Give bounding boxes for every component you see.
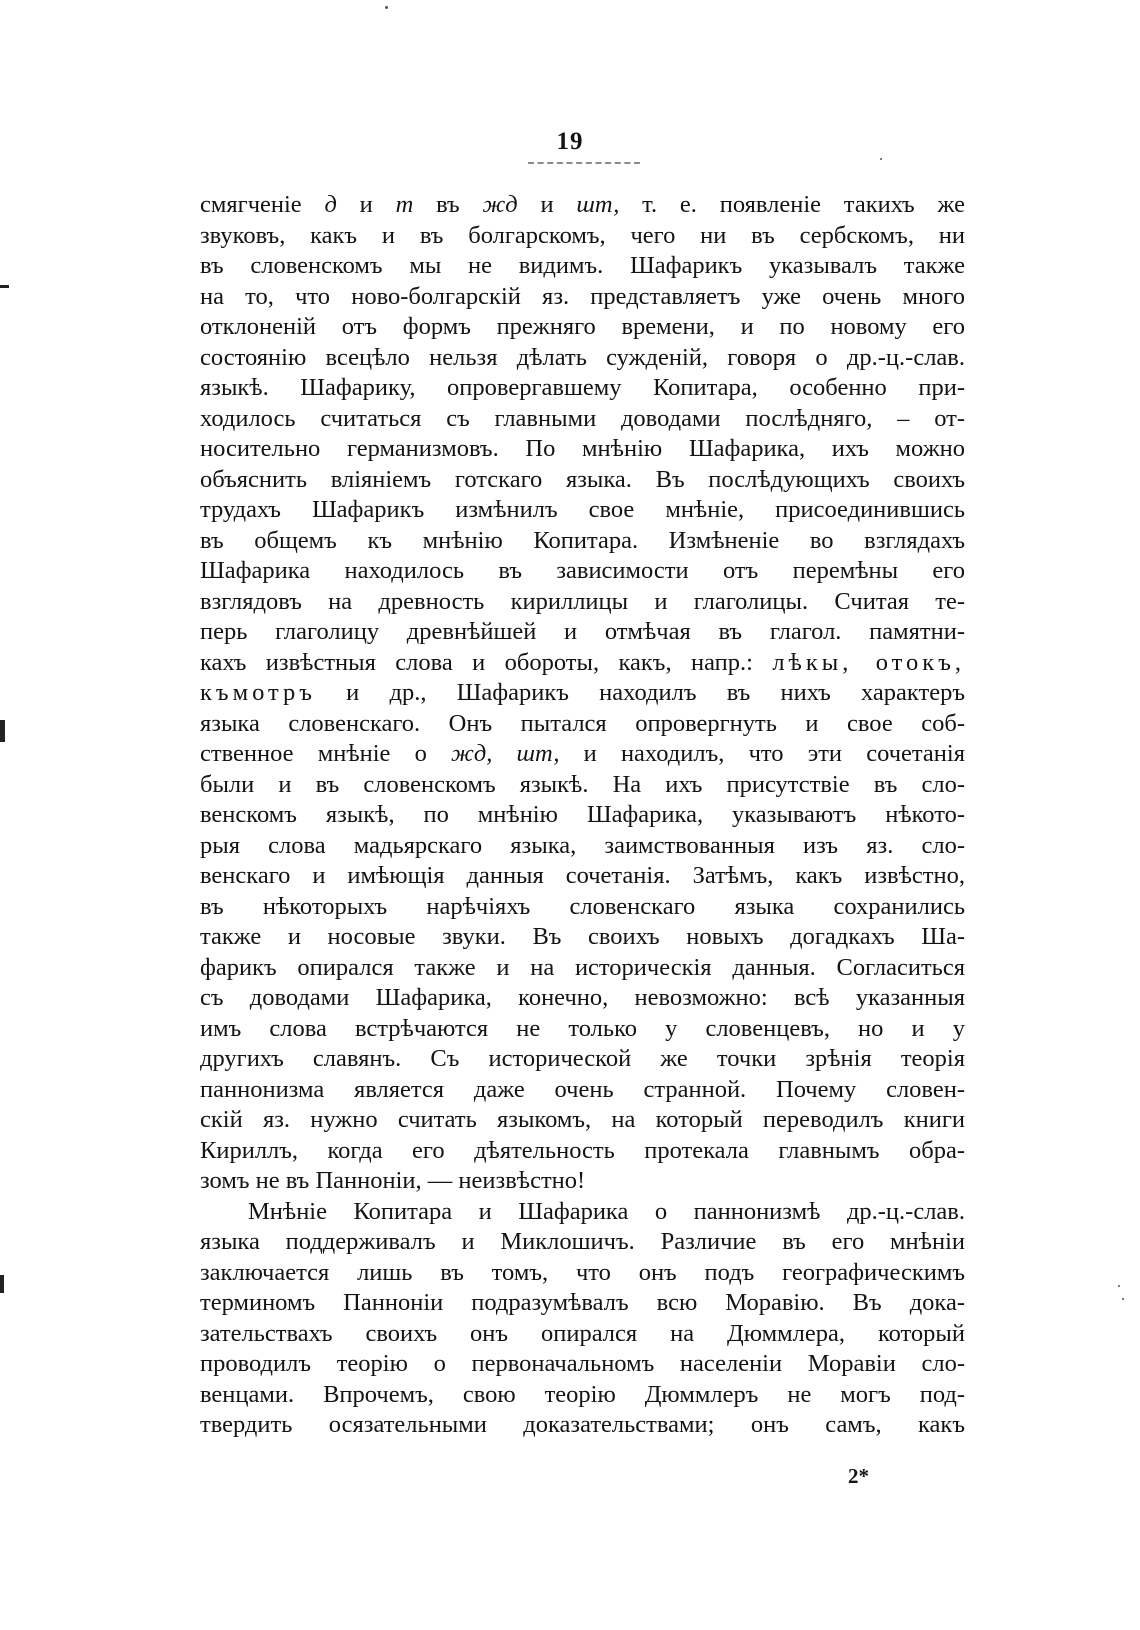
text-run: объяснить вліяніемъ готскаго языка. Въ послѣдующихъ своихъ bbox=[200, 465, 965, 493]
text-line bbox=[200, 1075, 965, 1106]
text-run: перь глаголицу древнѣйшей и отмѣчая въ глагол. памятни- bbox=[200, 618, 965, 645]
text-run: также и носовые звуки. Въ своихъ новыхъ догадкахъ Ша- bbox=[200, 923, 965, 950]
text-line bbox=[200, 343, 965, 374]
text-line bbox=[200, 434, 965, 465]
text-run: проводилъ теорію о первоначальномъ населеніи Моравіи сло- bbox=[200, 1350, 965, 1377]
text-line bbox=[200, 770, 965, 801]
margin-mark bbox=[0, 720, 5, 742]
spaced-term: лѣкы, отокъ, bbox=[772, 648, 965, 676]
text-line bbox=[200, 1288, 965, 1319]
text-line bbox=[200, 678, 965, 709]
text-run: венскаго и имѣющія данныя сочетанія. Затѣмъ, какъ извѣстно, bbox=[200, 862, 965, 889]
text-line bbox=[200, 465, 965, 496]
text-run: въ общемъ къ мнѣнію Копитара. Измѣненіе во взглядахъ bbox=[200, 526, 965, 554]
text-run: взглядовъ на древность кириллицы и глаголицы. Считая те- bbox=[200, 587, 965, 615]
scan-speck bbox=[1118, 1285, 1120, 1287]
text-run: фарикъ опирался также и на историческія данныя. Согласиться bbox=[200, 953, 965, 981]
text-run: съ доводами Шафарика, конечно, невозможно: всѣ указанныя bbox=[200, 984, 965, 1011]
text-line bbox=[200, 556, 965, 587]
text-run: были и въ словенскомъ языкѣ. На ихъ присутствіе въ сло- bbox=[200, 770, 965, 798]
text-line bbox=[200, 709, 965, 740]
text-line bbox=[200, 739, 965, 770]
text-run: на то, что ново-болгарскій яз. представляетъ уже очень много bbox=[200, 282, 965, 310]
text-run: другихъ славянъ. Съ исторической же точки зрѣнія теорія bbox=[200, 1045, 965, 1072]
text-line bbox=[200, 648, 965, 679]
text-line bbox=[200, 190, 965, 221]
text-run: терминомъ Панноніи подразумѣвалъ всю Моравію. Въ дока- bbox=[200, 1289, 965, 1316]
text-run: рыя слова мадьярскаго языка, заимствованныя изъ яз. сло- bbox=[200, 831, 965, 859]
italic-term: жд, шт, bbox=[451, 740, 560, 767]
text-run: языкѣ. Шафарику, опровергавшему Копитара, особенно при- bbox=[200, 374, 965, 401]
italic-term: д bbox=[324, 191, 337, 218]
text-run: состоянію всецѣло нельзя дѣлать сужденій, говоря о др.-ц.-слав. bbox=[200, 343, 965, 371]
text-line bbox=[200, 312, 965, 343]
spaced-term: къмотръ bbox=[200, 679, 316, 706]
text-run: отклоненій отъ формъ прежняго времени, и по новому его bbox=[200, 313, 965, 340]
body-text bbox=[200, 190, 965, 1441]
text-line bbox=[200, 800, 965, 831]
text-run: и bbox=[517, 191, 577, 218]
text-line bbox=[200, 221, 965, 252]
text-line bbox=[200, 1136, 965, 1167]
text-line bbox=[200, 1258, 965, 1289]
text-line bbox=[200, 1197, 965, 1228]
text-run: Кириллъ, когда его дѣятельность протекала главнымъ обра- bbox=[200, 1136, 965, 1164]
text-run: звуковъ, какъ и въ болгарскомъ, чего ни въ сербскомъ, ни bbox=[200, 221, 965, 249]
printer-signature-mark: 2* bbox=[848, 1464, 869, 1488]
scan-speck bbox=[385, 6, 388, 9]
text-line bbox=[200, 1380, 965, 1411]
text-run: въ bbox=[413, 191, 483, 218]
header-rule bbox=[528, 162, 640, 164]
text-run: венцами. Впрочемъ, свою теорію Дюммлеръ не могъ под- bbox=[200, 1380, 965, 1408]
scan-speck bbox=[880, 158, 882, 160]
text-run: зомъ не въ Панноніи, — неизвѣстно! bbox=[200, 1167, 586, 1194]
text-run: Мнѣніе Копитара и Шафарика о паннонизмѣ др.-ц.-слав. bbox=[248, 1197, 965, 1225]
text-run: паннонизма является даже очень странной. Почему словен- bbox=[200, 1075, 965, 1103]
text-line bbox=[200, 983, 965, 1014]
italic-term: жд bbox=[482, 191, 518, 218]
text-line bbox=[200, 1227, 965, 1258]
italic-term: шт, bbox=[576, 191, 620, 218]
text-run: и др., Шафарикъ находилъ въ нихъ характеръ bbox=[315, 679, 965, 706]
text-run: скій яз. нужно считать языкомъ, на который переводилъ книги bbox=[200, 1106, 965, 1133]
text-line bbox=[200, 526, 965, 557]
text-run: носительно германизмовъ. По мнѣнію Шафарика, ихъ можно bbox=[200, 435, 965, 462]
text-run: твердить осязательными доказательствами; онъ самъ, какъ bbox=[200, 1411, 965, 1438]
text-line bbox=[200, 282, 965, 313]
text-run: въ нѣкоторыхъ нарѣчіяхъ словенскаго языка сохранились bbox=[200, 892, 965, 920]
text-run: ственное мнѣніе о bbox=[200, 740, 452, 767]
text-line bbox=[200, 922, 965, 953]
text-run: ходилось считаться съ главными доводами послѣдняго, – от- bbox=[200, 404, 965, 432]
text-line bbox=[200, 1166, 965, 1197]
italic-term: т bbox=[395, 191, 414, 218]
text-run: въ словенскомъ мы не видимъ. Шафарикъ указывалъ также bbox=[200, 252, 965, 279]
text-run: трудахъ Шафарикъ измѣнилъ свое мнѣніе, присоединившись bbox=[200, 496, 965, 523]
page-number: 19 bbox=[556, 128, 584, 155]
text-line bbox=[200, 587, 965, 618]
text-line bbox=[200, 1349, 965, 1380]
text-line bbox=[200, 617, 965, 648]
text-run: и bbox=[336, 191, 396, 218]
text-line bbox=[200, 373, 965, 404]
text-line bbox=[200, 251, 965, 282]
text-run: языка словенскаго. Онъ пытался опровергнуть и свое соб- bbox=[200, 709, 965, 737]
text-run: языка поддерживалъ и Миклошичъ. Различие въ его мнѣніи bbox=[200, 1228, 965, 1255]
text-run: т. е. появленіе такихъ же bbox=[619, 191, 965, 218]
text-line bbox=[200, 495, 965, 526]
scan-speck bbox=[1122, 1298, 1124, 1300]
text-line bbox=[200, 861, 965, 892]
margin-mark bbox=[0, 285, 9, 288]
text-run: смягченіе bbox=[200, 191, 325, 218]
text-line bbox=[200, 892, 965, 923]
text-line bbox=[200, 1044, 965, 1075]
text-run: имъ слова встрѣчаются не только у словенцевъ, но и у bbox=[200, 1014, 965, 1042]
text-run: зательствахъ своихъ онъ опирался на Дюммлера, который bbox=[200, 1319, 965, 1347]
text-line bbox=[200, 1014, 965, 1045]
text-run: заключается лишь въ томъ, что онъ подъ географическимъ bbox=[200, 1258, 965, 1286]
text-run: и находилъ, что эти сочетанія bbox=[559, 740, 965, 767]
text-line bbox=[200, 404, 965, 435]
text-run: венскомъ языкѣ, по мнѣнію Шафарика, указываютъ нѣкото- bbox=[200, 801, 965, 828]
text-run: Шафарика находилось въ зависимости отъ перемѣны его bbox=[200, 557, 965, 584]
text-line bbox=[200, 831, 965, 862]
margin-mark bbox=[0, 1275, 4, 1293]
text-line bbox=[200, 1319, 965, 1350]
text-run: кахъ извѣстныя слова и обороты, какъ, напр.: bbox=[200, 648, 773, 676]
text-line bbox=[200, 1105, 965, 1136]
text-line bbox=[200, 1410, 965, 1441]
text-line bbox=[200, 953, 965, 984]
